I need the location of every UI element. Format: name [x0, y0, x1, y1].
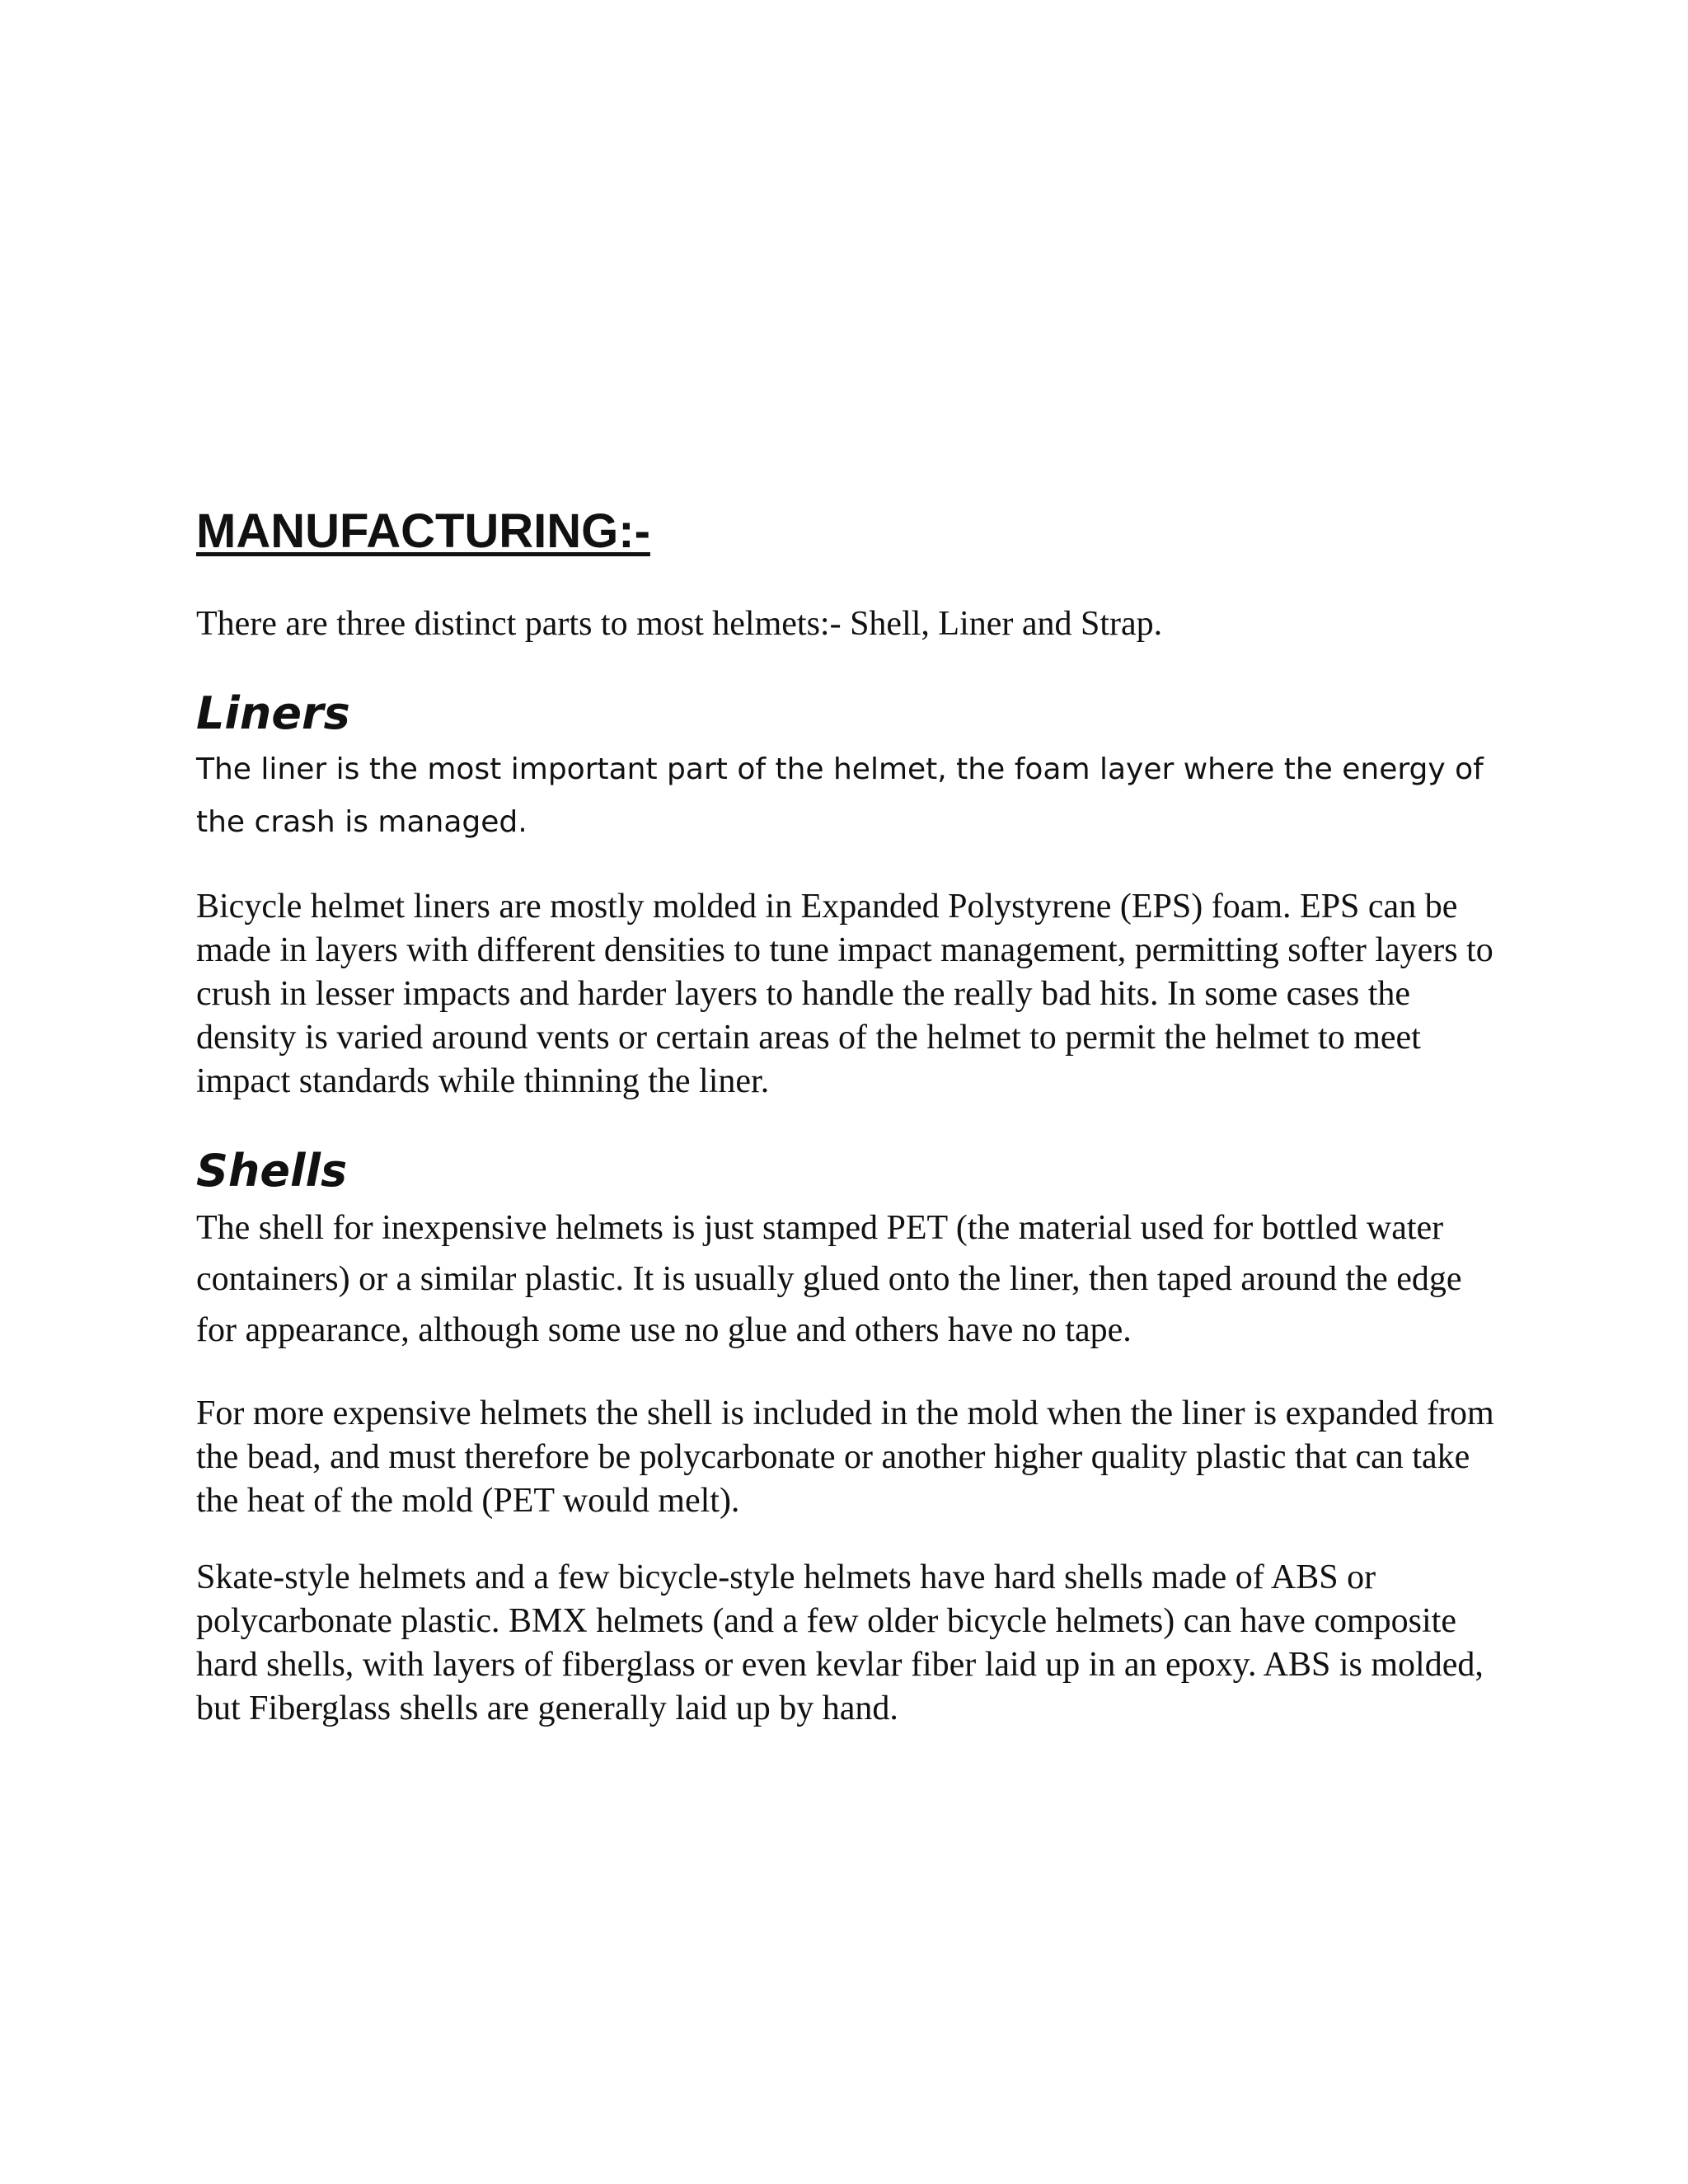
- liners-paragraph-1: The liner is the most important part of the helmet, the foam layer where the energy of the crash is managed.: [196, 752, 1484, 839]
- shells-paragraph-2: For more expensive helmets the shell is included in the mold when the liner is expanded from the bead, and must therefore be polycarbonate or another higher quality plastic that can take the heat of the mold (PET would melt).: [196, 1394, 1494, 1520]
- liners-section: [196, 687, 1498, 1104]
- shells-heading: Shells: [196, 1145, 348, 1197]
- intro-paragraph: There are three distinct parts to most helmets:- Shell, Liner and Strap.: [196, 605, 1163, 643]
- shells-paragraph-3: Skate-style helmets and a few bicycle-style helmets have hard shells made of ABS or polycarbonate plastic. BMX helmets (and a few older bicycle helmets) can have composite hard shells, with layers of fiberglass or even kevlar fiber laid up in an epoxy. ABS is molded, but Fiberglass shells are generally laid up by hand.: [196, 1558, 1484, 1727]
- liners-paragraph-2: Bicycle helmet liners are mostly molded in Expanded Polystyrene (EPS) foam. EPS can be made in layers with different densities to tune impact management, permitting softer layers to crush in lesser impacts and harder layers to handle the really bad hits. In some cases the density is varied around vents or certain areas of the helmet to permit the helmet to meet impact standards while thinning the liner.: [196, 888, 1493, 1100]
- liners-heading: Liners: [196, 687, 350, 739]
- document-content: [196, 503, 1498, 1731]
- page-title: MANUFACTURING:-: [196, 504, 650, 558]
- shells-paragraph-1: The shell for inexpensive helmets is just stamped PET (the material used for bottled water containers) or a similar plastic. It is usually glued onto the liner, then taped around the edge for appearance, although some use no glue and others have no tape.: [196, 1209, 1462, 1349]
- shells-section: [196, 1145, 1498, 1731]
